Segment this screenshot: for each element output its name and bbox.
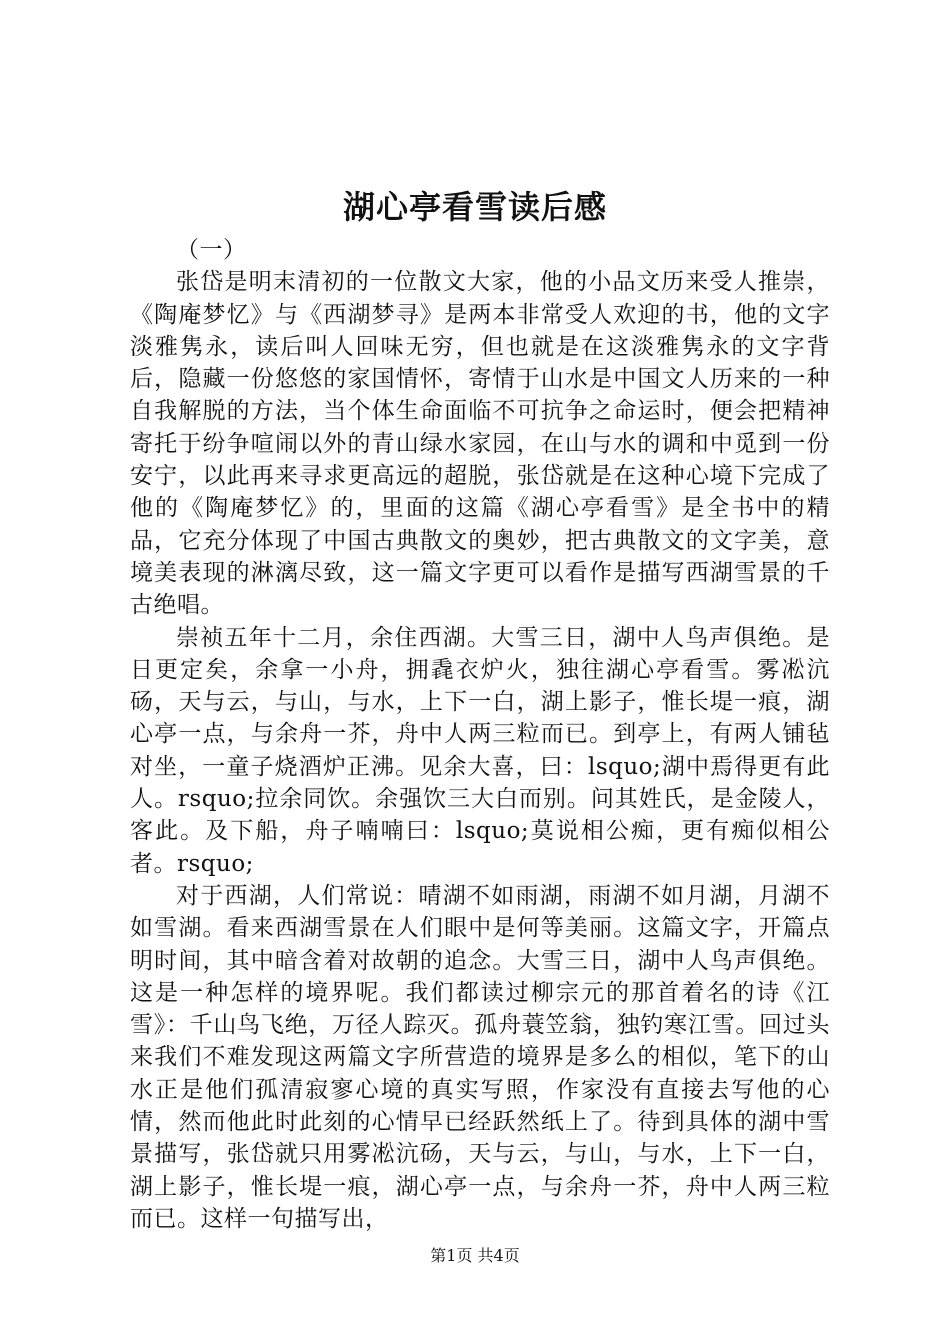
page-title: 湖心亭看雪读后感 [342, 188, 607, 226]
paragraph-2: 崇祯五年十二月，余住西湖。大雪三日，湖中人鸟声俱绝。是日更定矣，余拿一小舟，拥毳衣炉火，独往湖心亭看雪。雾凇沆砀，天与云，与山，与水，上下一白，湖上影子，惟长堤一痕，湖心亭一点，与余舟一芥，舟中人两三粒而已。到亭上，有两人铺毡对坐，一童子烧酒炉正沸。见余大喜，曰：lsquo;湖中焉得更有此人。rsquo;拉余同饮。余强饮三大白而别。问其姓氏，是金陵人，客此。及下船，舟子喃喃曰：lsquo;莫说相公痴，更有痴似相公者。rsquo; [130, 624, 830, 877]
paragraph-1: 张岱是明末清初的一位散文大家，他的小品文历来受人推崇，《陶庵梦忆》与《西湖梦寻》是两本非常受人欢迎的书，他的文字淡雅隽永，读后叫人回味无穷，但也就是在这淡雅隽永的文字背后，隐藏一份悠悠的家国情怀，寄情于山水是中国文人历来的一种自我解脱的方法，当个体生命面临不可抗争之命运时，便会把精神寄托于纷争喧闹以外的青山绿水家园，在山与水的调和中觅到一份安宁，以此再来寻求更高远的超脱，张岱就是在这种心境下完成了他的《陶庵梦忆》的，里面的这篇《湖心亭看雪》是全书中的精品，它充分体现了中国古典散文的奥妙，把古典散文的文字美，意境美表现的淋漓尽致，这一篇文字更可以看作是描写西湖雪景的千古绝唱。 [130, 269, 830, 619]
section-marker: （一） [176, 237, 247, 263]
paragraph-3: 对于西湖，人们常说：晴湖不如雨湖，雨湖不如月湖，月湖不如雪湖。看来西湖雪景在人们眼中是何等美丽。这篇文字，开篇点明时间，其中暗含着对故朝的追念。大雪三日，湖中人鸟声俱绝。这是一种怎样的境界呢。我们都读过柳宗元的那首着名的诗《江雪》：千山鸟飞绝，万径人踪灭。孤舟蓑笠翁，独钓寒江雪。回过头来我们不难发现这两篇文字所营造的境界是多么的相似，笔下的山水正是他们孤清寂寥心境的真实写照，作家没有直接去写他的心情，然而他此时此刻的心情早已经跃然纸上了。待到具体的湖中雪景描写，张岱就只用雾凇沆砀，天与云，与山，与水，上下一白，湖上影子，惟长堤一痕，湖心亭一点，与余舟一芥，舟中人两三粒而已。这样一句描写出， [130, 882, 830, 1232]
page-footer: 第1页 共4页 [430, 1246, 520, 1265]
document-body [130, 234, 830, 1235]
